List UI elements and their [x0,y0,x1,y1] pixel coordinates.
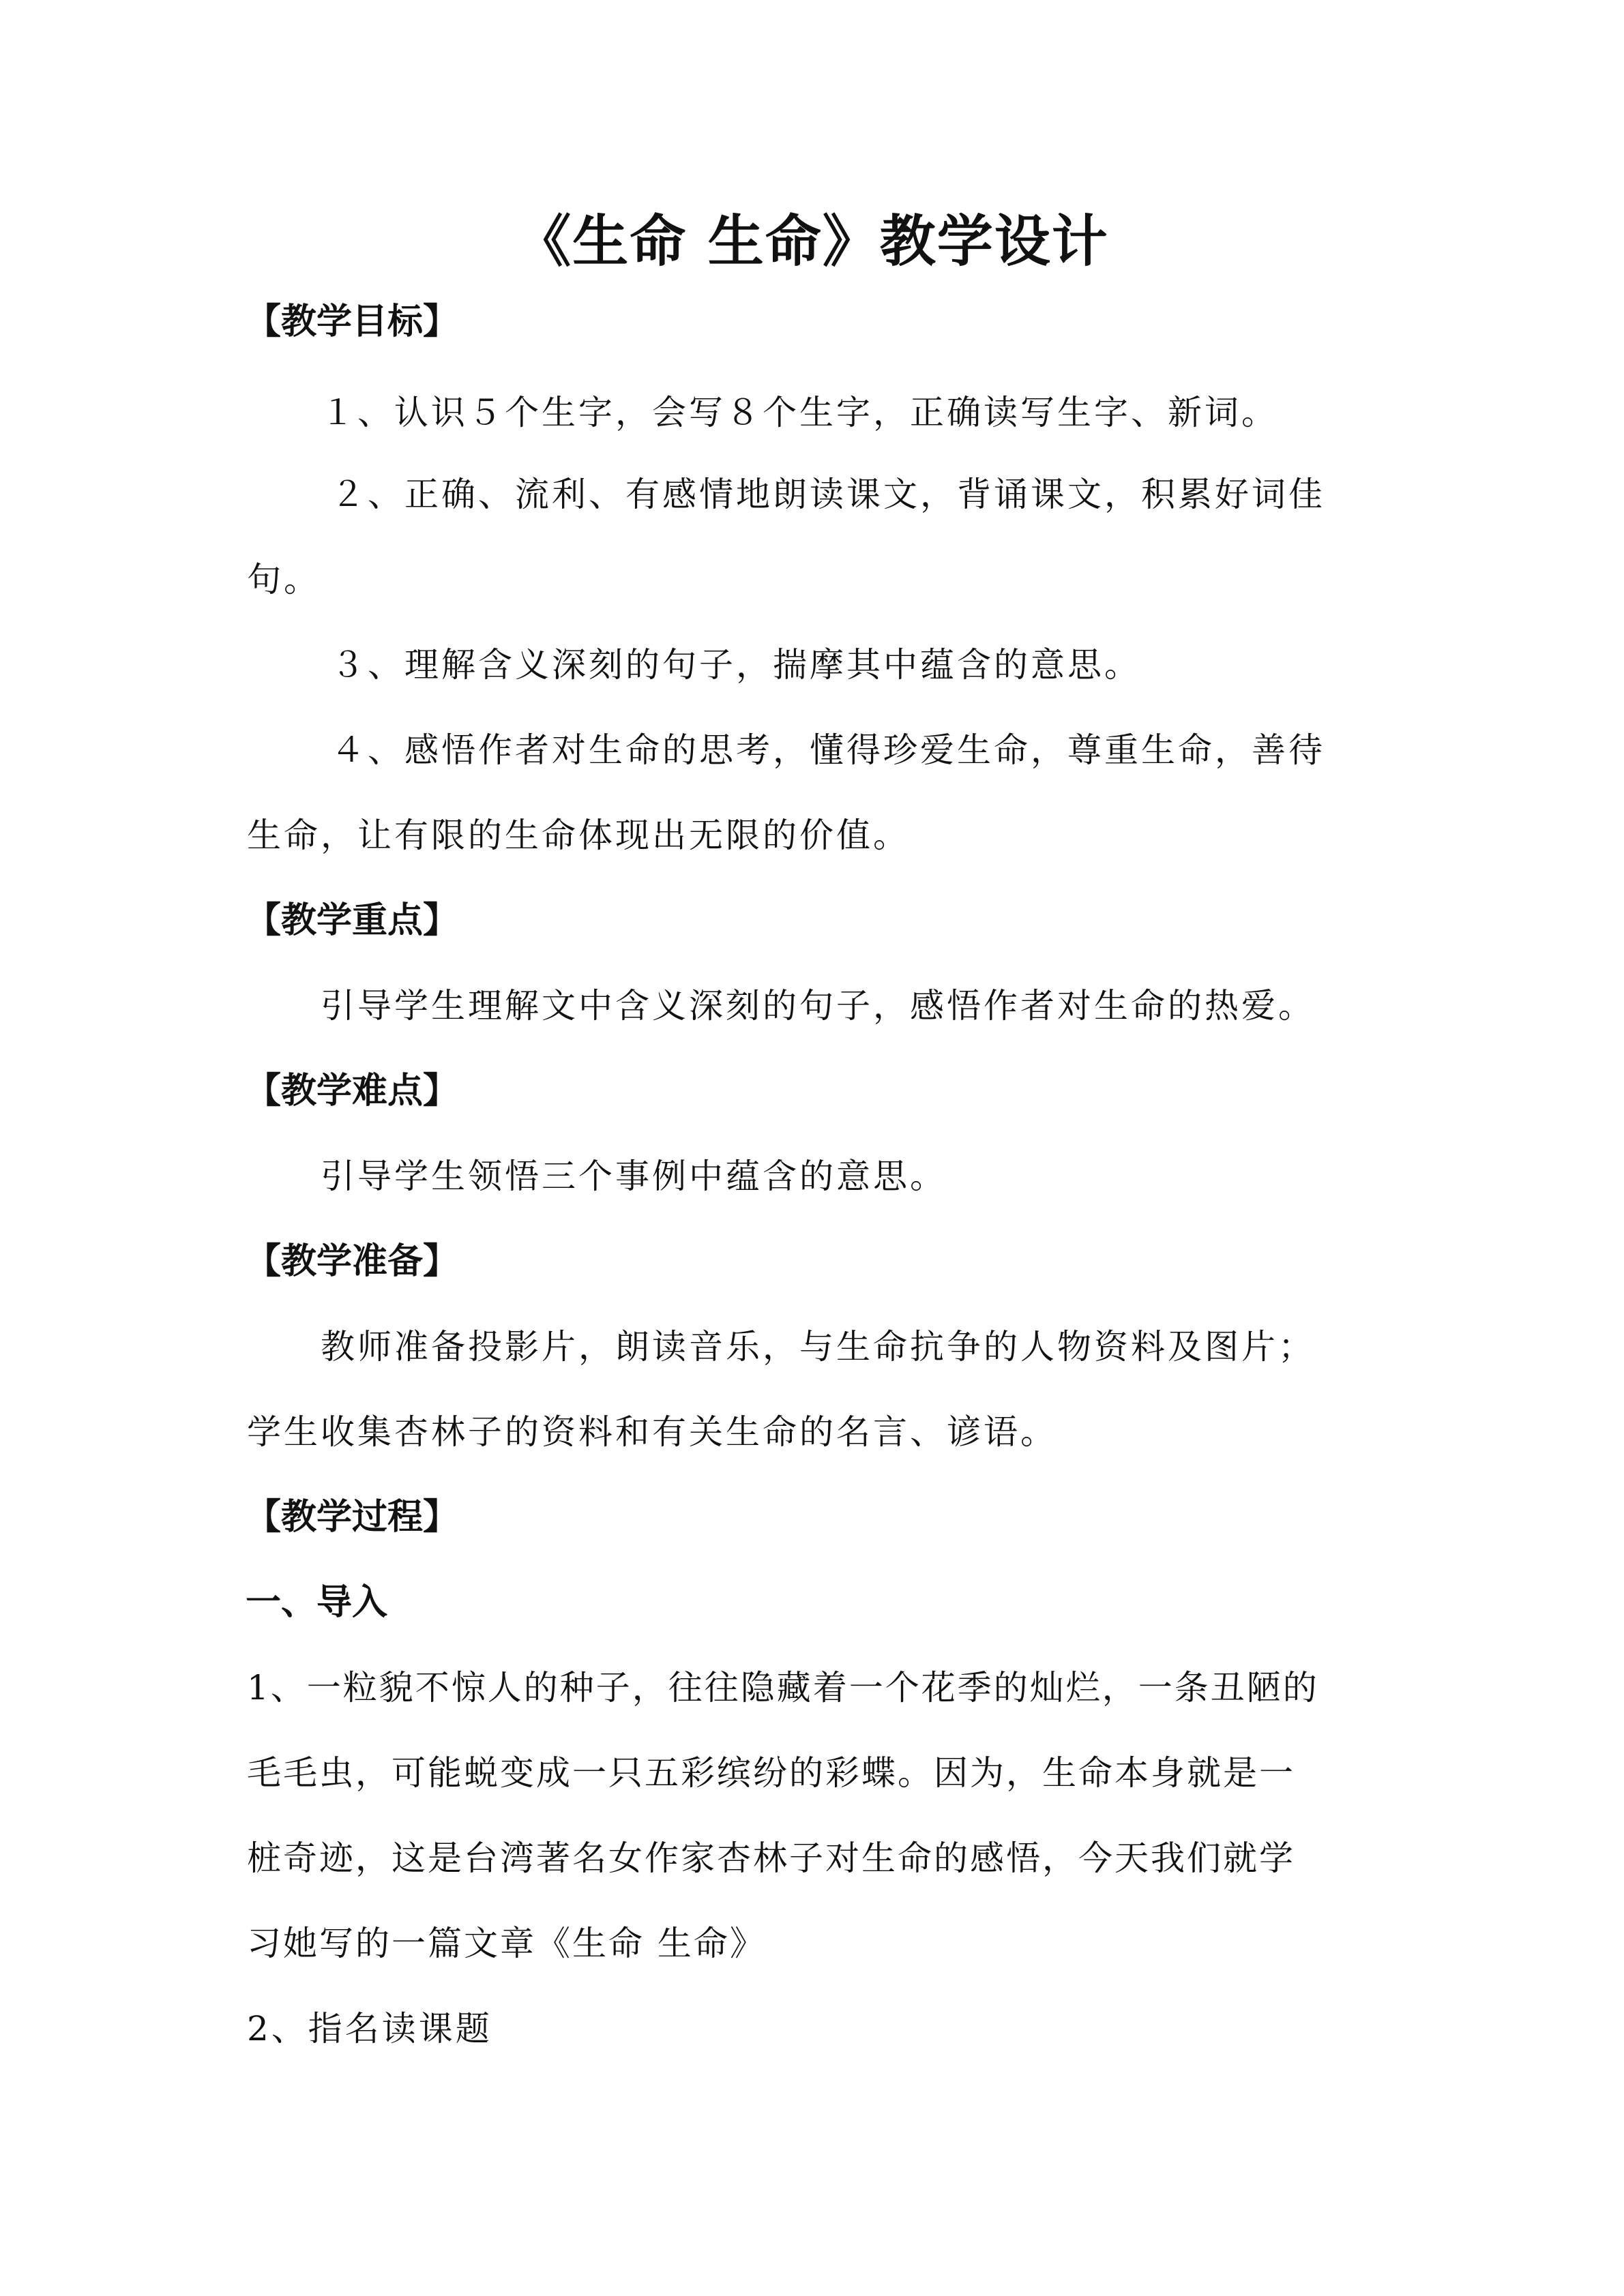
objective-line-4a: ４、感悟作者对生命的思考，懂得珍爱生命，尊重生命，善待 [331,730,1325,770]
process-paragraph-line-4: 习她写的一篇文章《生命 生命》 [247,1924,766,1963]
difficulties-line-1: 引导学生领悟三个事例中蕴含的意思。 [321,1157,947,1196]
objective-line-2a: ２、正确、流利、有感情地朗读课文，背诵课文，积累好词佳 [331,475,1325,514]
process-paragraph-line-3: 桩奇迹，这是台湾著名女作家杏林子对生命的感悟，今天我们就学 [247,1838,1295,1878]
objective-line-3: ３、理解含义深刻的句子，揣摩其中蕴含的意思。 [331,645,1141,685]
document-title: 《生命 生命》教学设计 [515,209,1109,274]
process-subheading-intro: 一、导入 [246,1582,388,1623]
objective-line-4b: 生命，让有限的生命体现出无限的价值。 [247,816,910,855]
section-heading-objectives: 【教学目标】 [246,301,459,342]
preparation-line-2: 学生收集杏林子的资料和有关生命的名言、谚语。 [247,1412,1057,1452]
section-heading-difficulties: 【教学难点】 [246,1071,459,1112]
section-heading-process: 【教学过程】 [246,1497,459,1538]
preparation-line-1: 教师准备投影片，朗读音乐，与生命抗争的人物资料及图片； [321,1327,1315,1367]
section-heading-key-points: 【教学重点】 [246,900,459,941]
process-step-2: 2、指名读课题 [247,2009,492,2048]
key-points-line-1: 引导学生理解文中含义深刻的句子，感悟作者对生命的热爱。 [321,986,1315,1026]
process-paragraph-line-1: 1、一粒貌不惊人的种子，往往隐藏着一个花季的灿烂，一条丑陋的 [247,1668,1319,1708]
objective-line-1: １、认识５个生字，会写８个生字，正确读写生字、新词。 [321,393,1278,432]
section-heading-preparation: 【教学准备】 [246,1241,459,1282]
objective-line-2b: 句。 [247,560,321,599]
process-paragraph-line-2: 毛毛虫，可能蜕变成一只五彩缤纷的彩蝶。因为，生命本身就是一 [247,1753,1295,1793]
